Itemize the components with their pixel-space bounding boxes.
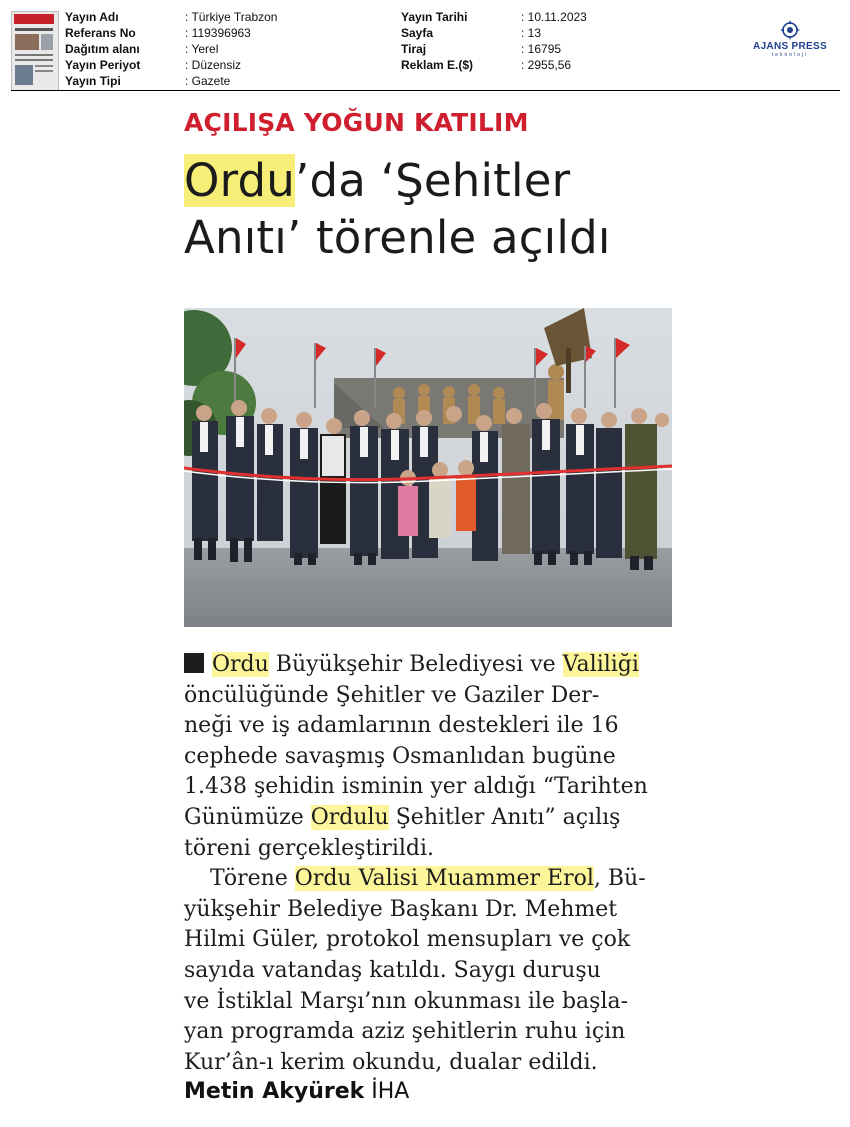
meta-label: Yayın Tipi <box>65 74 121 88</box>
meta-value: : 2955,56 <box>521 58 572 72</box>
meta-value: : Düzensiz <box>185 58 242 72</box>
highlighted-term: Ordu <box>184 154 296 207</box>
meta-label: Referans No <box>65 26 136 40</box>
news-agency: İHA <box>371 1079 410 1104</box>
body-line: yan programda aziz şehitlerin ruhu için <box>184 1019 626 1045</box>
article-headline <box>184 152 704 266</box>
meta-value: : 13 <box>521 26 542 40</box>
meta-value: : Yerel <box>185 42 219 56</box>
highlighted-term: Ordulu <box>310 804 389 830</box>
headline-text: ’da ‘Şehitler <box>295 154 571 207</box>
meta-row-dagitim-alani <box>65 41 277 57</box>
author-name: Metin Akyürek <box>184 1079 365 1104</box>
meta-value: : 10.11.2023 <box>521 10 587 24</box>
ajans-press-logo <box>742 20 838 60</box>
meta-row-tiraj <box>401 41 587 57</box>
body-line <box>184 803 669 834</box>
meta-row-sayfa <box>401 25 587 41</box>
publication-meta-right <box>401 9 587 73</box>
article-kicker: AÇILIŞA YOĞUN KATILIM <box>184 108 529 137</box>
headline-line <box>184 152 704 209</box>
ribbon-cutting-photo <box>184 308 672 627</box>
meta-row-reklam <box>401 57 587 73</box>
meta-row-yayin-tipi <box>65 73 277 89</box>
compass-icon <box>780 20 800 40</box>
paragraph-marker-icon <box>184 653 204 673</box>
body-line <box>184 864 669 895</box>
body-text: Şehitler Anıtı” açılış <box>388 804 621 830</box>
meta-label: Sayfa <box>401 26 434 40</box>
meta-value: : 16795 <box>521 42 562 56</box>
body-line: ve İstiklal Marşı’nın okunması ile başla- <box>184 988 629 1014</box>
meta-label: Reklam E.($) <box>401 58 474 72</box>
body-text: Günümüze <box>184 804 311 830</box>
body-line: neği ve iş adamlarının destekleri ile 16 <box>184 713 619 739</box>
body-line: yükşehir Belediye Başkanı Dr. Mehmet <box>184 896 618 922</box>
headline-line: Anıtı’ törenle açıldı <box>184 211 611 264</box>
body-line: Hilmi Güler, protokol mensupları ve çok <box>184 927 631 953</box>
highlighted-term: Ordu Valisi Muammer Erol <box>294 866 594 892</box>
body-line: 1.438 şehidin isminin yer aldığı “Tarihten <box>184 774 648 800</box>
body-line: töreni gerçekleştirildi. <box>184 835 435 861</box>
logo-name: AJANS PRESS <box>753 41 827 52</box>
meta-label: Dağıtım alanı <box>65 42 140 56</box>
meta-label: Yayın Periyot <box>65 58 141 72</box>
newspaper-page-thumbnail[interactable] <box>11 11 59 91</box>
body-line: sayıda vatandaş katıldı. Saygı duruşu <box>184 957 601 983</box>
body-line: öncülüğünde Şehitler ve Gaziler Der- <box>184 682 600 708</box>
article-body <box>184 650 669 1078</box>
meta-value: : Gazete <box>185 74 231 88</box>
meta-label: Yayın Tarihi <box>401 10 468 24</box>
meta-row-yayin-tarihi <box>401 9 587 25</box>
body-text: , Bü- <box>593 866 646 892</box>
meta-value: : 119396963 <box>185 26 251 40</box>
meta-value: : Türkiye Trabzon <box>185 10 278 24</box>
logo-subtitle: teknoloji <box>771 52 809 58</box>
meta-row-yayin-adi <box>65 9 277 25</box>
highlighted-term: Valiliği <box>562 652 639 677</box>
clipping-header <box>0 0 850 92</box>
meta-label: Tiraj <box>401 42 427 56</box>
highlighted-term: Ordu <box>212 652 269 677</box>
body-line <box>184 650 669 681</box>
header-divider <box>11 90 840 91</box>
meta-row-referans-no <box>65 25 277 41</box>
body-line: Kur’ân-ı kerim okundu, dualar edildi. <box>184 1049 598 1075</box>
publication-meta-left <box>65 9 277 89</box>
meta-label: Yayın Adı <box>65 10 119 24</box>
article-byline <box>184 1079 409 1104</box>
body-text: Büyükşehir Belediyesi ve <box>268 652 563 677</box>
meta-row-yayin-periyot <box>65 57 277 73</box>
article-photo[interactable] <box>184 308 672 627</box>
body-line: cephede savaşmış Osmanlıdan bugüne <box>184 743 616 769</box>
body-text: Törene <box>210 866 295 892</box>
